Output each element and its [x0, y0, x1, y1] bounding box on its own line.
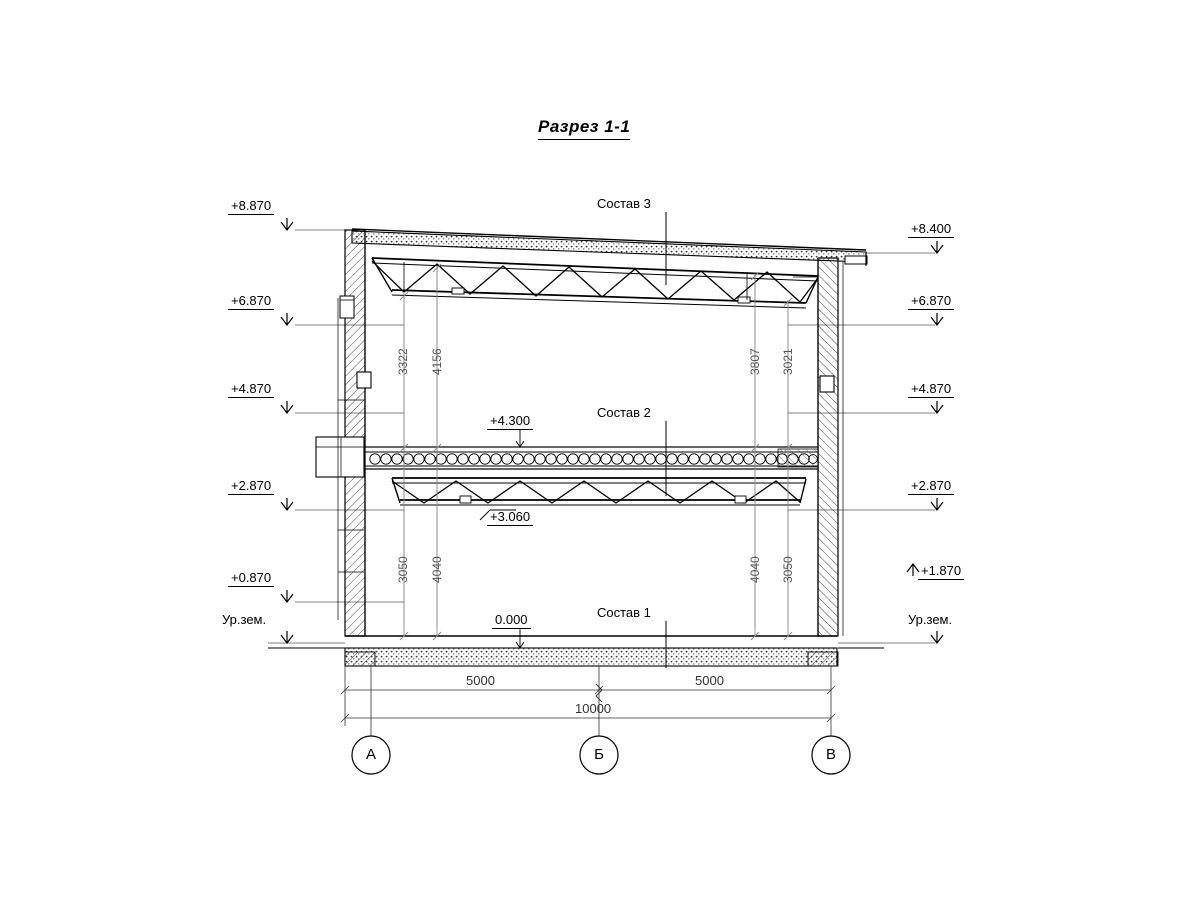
ground-level-label-left: Ур.зем.	[222, 612, 267, 627]
vdim-3807: 3807	[748, 348, 762, 375]
vdim-4156: 4156	[430, 348, 444, 375]
level-mark-left-4: +2.870	[228, 478, 274, 495]
interior-level-mark-4300: +4.300	[487, 413, 533, 430]
ground-level-label-right: Ур.зем.	[908, 612, 953, 627]
level-mark-right-3: +4.870	[908, 381, 954, 398]
vdim-3050-left: 3050	[396, 556, 410, 583]
vdim-4040-left: 4040	[430, 556, 444, 583]
hdim-span-1: 5000	[466, 673, 495, 688]
callout-sostav-1: Состав 1	[597, 605, 651, 620]
level-mark-left-3: +4.870	[228, 381, 274, 398]
vdim-3021: 3021	[781, 348, 795, 375]
axis-label-v: В	[825, 746, 836, 763]
level-mark-right-1: +8.400	[908, 221, 954, 238]
page-title: Разрез 1-1	[538, 117, 630, 140]
level-mark-left-1: +8.870	[228, 198, 274, 215]
vdim-3322: 3322	[396, 348, 410, 375]
vdim-4040-right: 4040	[748, 556, 762, 583]
callout-sostav-2: Состав 2	[597, 405, 651, 420]
hdim-span-2: 5000	[695, 673, 724, 688]
level-mark-right-2: +6.870	[908, 293, 954, 310]
hdim-total: 10000	[575, 701, 612, 716]
level-mark-left-2: +6.870	[228, 293, 274, 310]
level-mark-right-4: +2.870	[908, 478, 954, 495]
vdim-3050-right: 3050	[781, 556, 795, 583]
callout-sostav-3: Состав 3	[597, 196, 651, 211]
axis-label-a: А	[365, 746, 376, 763]
interior-level-mark-3060: +3.060	[487, 509, 533, 526]
level-mark-left-5: +0.870	[228, 570, 274, 587]
level-mark-right-5: +1.870	[918, 563, 964, 580]
interior-level-mark-0000: 0.000	[492, 612, 531, 629]
axis-label-b: Б	[594, 746, 604, 763]
